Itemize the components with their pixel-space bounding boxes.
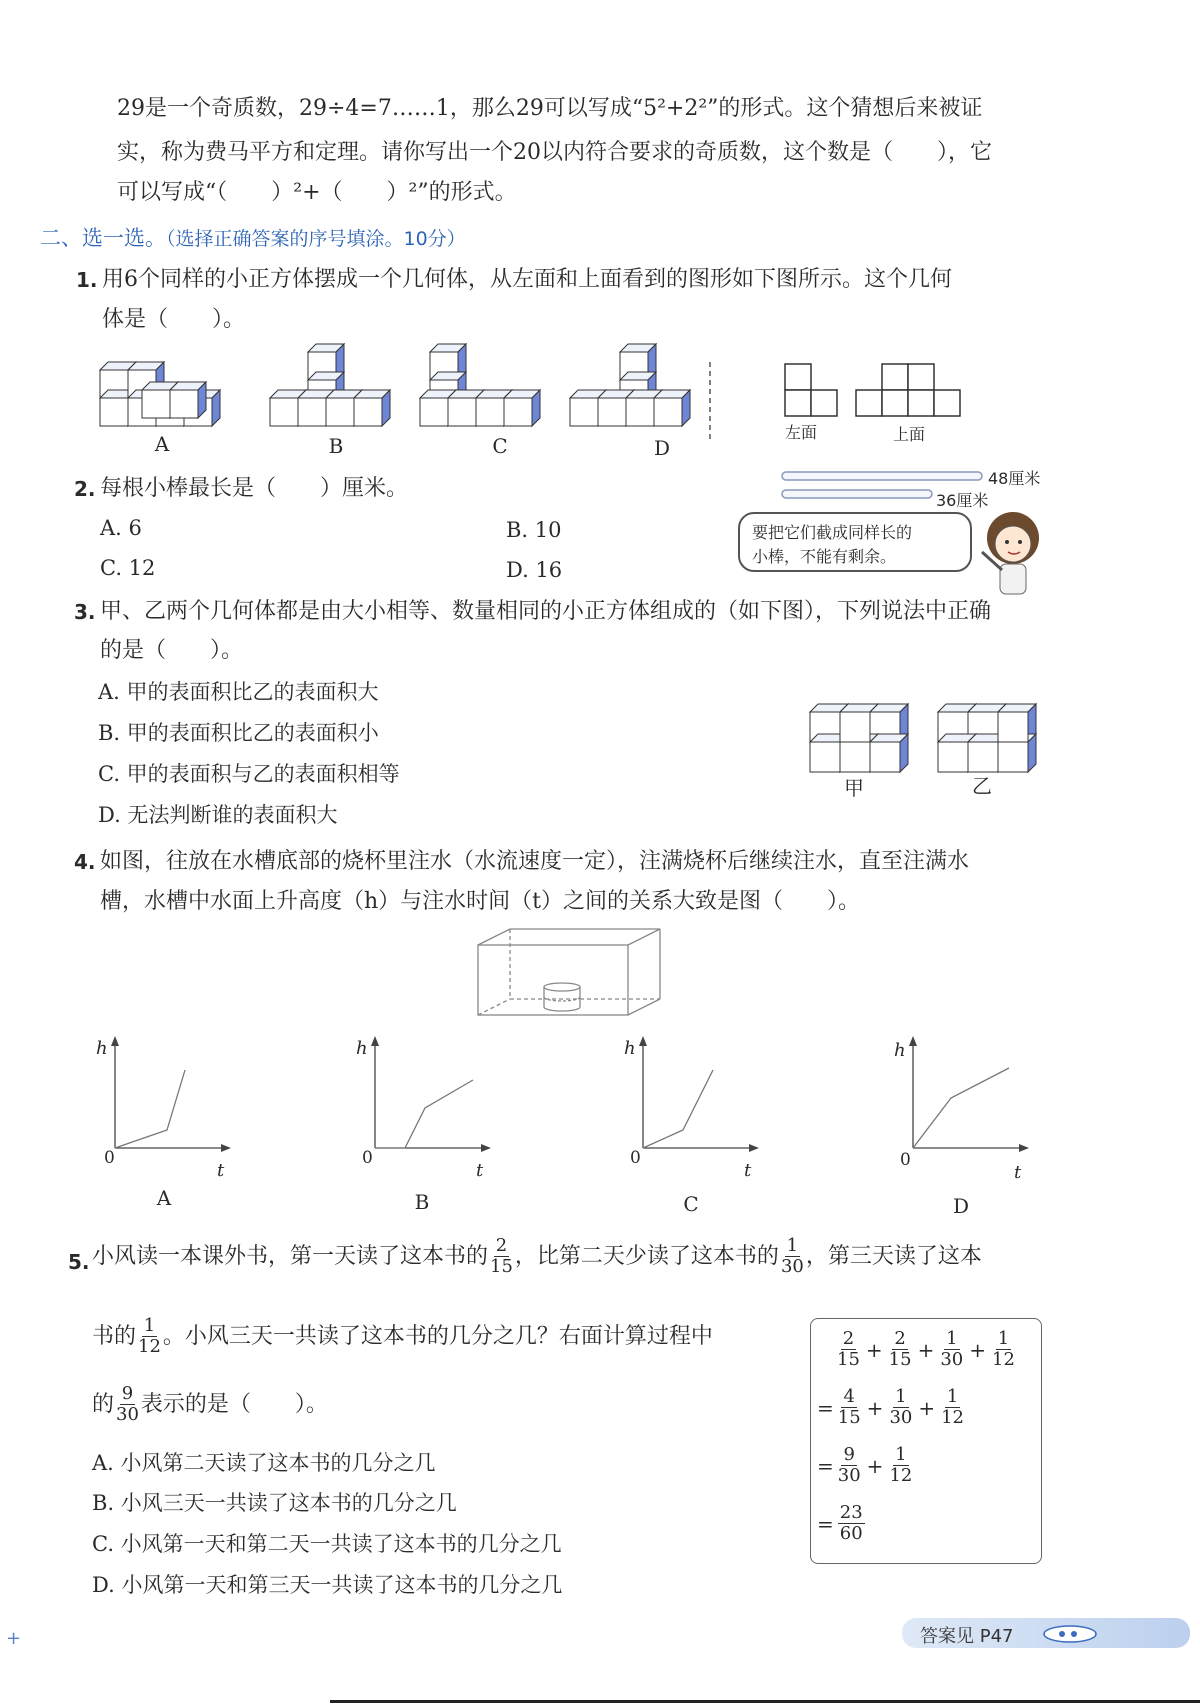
- q5-line-2: [92, 1316, 713, 1357]
- stick-36: [782, 490, 932, 498]
- fraction-1-12: $\frac{1}{12}$: [138, 1315, 161, 1357]
- bottom-edge-line: [330, 1700, 1200, 1703]
- q4-text-1: 如图，往放在水槽底部的烧杯里注水（水流速度一定），注满烧杯后继续注水，直至注满水: [100, 849, 970, 874]
- q4-c-origin: 0: [630, 1148, 641, 1168]
- q4-tank-figure: [470, 925, 700, 1025]
- q3-figure-yi: [938, 704, 1036, 772]
- q1-option-a[interactable]: A: [154, 432, 170, 456]
- q2-text: 每根小棒最长是（ ）厘米。: [100, 476, 409, 501]
- rocket-icon: [1040, 1624, 1100, 1644]
- q2-option-c[interactable]: C. 12: [100, 556, 156, 580]
- q1-left-view: [785, 364, 837, 416]
- q2-bubble-line2: 小棒，不能有剩余。: [752, 547, 897, 566]
- q1-figure-d: [570, 344, 690, 426]
- q5-text-1c: ，第三天读了这本: [805, 1243, 982, 1269]
- q5-option-c[interactable]: C. 小风第一天和第二天一共读了这本书的几分之几: [92, 1532, 562, 1556]
- q1-option-b[interactable]: B: [328, 434, 344, 458]
- q2-option-b[interactable]: B. 10: [506, 518, 562, 542]
- q3-label-yi: 乙: [972, 774, 992, 798]
- q5-number: 5.: [68, 1250, 90, 1274]
- stick-48: [782, 472, 982, 480]
- q3-figure-jia: [810, 704, 908, 772]
- q1-top-view: [856, 364, 960, 416]
- q4-text-2: 槽，水槽中水面上升高度（h）与注水时间（t）之间的关系大致是图（ ）。: [100, 889, 861, 914]
- q5-option-d[interactable]: D. 小风第一天和第三天一共读了这本书的几分之几: [92, 1573, 563, 1597]
- q2-number: 2.: [74, 477, 96, 501]
- q4-a-origin: 0: [104, 1148, 115, 1168]
- q4-d-origin: 0: [900, 1150, 911, 1170]
- intro-line-3: 可以写成“（ ）²+（ ）²”的形式。: [117, 180, 517, 205]
- intro-line-1: 29是一个奇质数，29÷4=7……1，那么29可以写成“5²+2²”的形式。这个猜想后来被证: [117, 96, 983, 121]
- q4-number: 4.: [74, 850, 96, 874]
- girl-avatar: [968, 508, 1058, 598]
- q1-left-view-label: 左面: [785, 423, 818, 442]
- q1-text-2: 体是（ ）。: [102, 307, 246, 332]
- fraction-9-30: $\frac{9}{30}$: [116, 1383, 139, 1425]
- q4-option-d[interactable]: D: [952, 1194, 970, 1218]
- q4-b-t-label: t: [476, 1160, 484, 1181]
- q1-option-c[interactable]: C: [492, 434, 508, 458]
- q4-option-c[interactable]: C: [683, 1192, 699, 1216]
- q2-stick1-label: 48厘米: [988, 469, 1041, 488]
- q5-line-1: [92, 1236, 982, 1277]
- section-subtitle: （选择正确答案的序号填涂。10分）: [166, 228, 466, 250]
- q3-option-d[interactable]: D. 无法判断谁的表面积大: [98, 803, 338, 827]
- section-title: 二、选一选。: [40, 226, 166, 250]
- q2-bubble-line1: 要把它们截成同样长的: [752, 523, 913, 542]
- q3-option-c[interactable]: C. 甲的表面积与乙的表面积相等: [98, 762, 400, 786]
- q5-text-1b: ，比第二天少读了这本书的: [514, 1243, 779, 1269]
- fraction-1-30: $\frac{1}{30}$: [780, 1235, 804, 1277]
- q1-number: 1.: [76, 268, 98, 292]
- q4-d-h-label: h: [894, 1040, 906, 1061]
- q4-graph-a: [111, 1036, 231, 1152]
- q1-figure-b: [270, 344, 390, 426]
- calc-line-3: = $\frac{9}{30}$ + $\frac{1}{12}$: [817, 1444, 913, 1486]
- calc-line-2: = $\frac{4}{15}$ + $\frac{1}{30}$ + $\frac{1}{12}$: [817, 1386, 965, 1428]
- answer-reference-tag: [902, 1618, 1190, 1648]
- q5-text-3a: 的: [92, 1391, 115, 1417]
- q3-option-a[interactable]: A. 甲的表面积比乙的表面积大: [98, 680, 379, 704]
- fraction-2-15: $\frac{2}{15}$: [490, 1235, 513, 1277]
- q1-top-view-label: 上面: [893, 425, 926, 444]
- q1-option-d[interactable]: D: [653, 436, 671, 460]
- intro-line-2: 实，称为费马平方和定理。请你写出一个20以内符合要求的奇质数，这个数是（ ），它: [117, 140, 992, 165]
- q4-graph-d: [909, 1036, 1029, 1152]
- q4-option-b[interactable]: B: [414, 1190, 430, 1214]
- q4-d-t-label: t: [1014, 1162, 1022, 1183]
- q4-c-h-label: h: [624, 1038, 636, 1059]
- q3-number: 3.: [74, 600, 96, 624]
- crosshair-mark-icon: +: [6, 1628, 22, 1649]
- calc-line-4: = $\frac{23}{60}$: [817, 1502, 863, 1544]
- q2-option-d[interactable]: D. 16: [506, 558, 563, 582]
- answer-reference-text: 答案见 P47: [920, 1626, 1014, 1647]
- q3-figures: [800, 680, 1060, 790]
- q3-text-2: 的是（ ）。: [100, 638, 244, 663]
- q4-graph-b: [371, 1036, 491, 1152]
- q5-text-2b: 。小风三天一共读了这本书的几分之几？右面计算过程中: [162, 1323, 713, 1349]
- q3-label-jia: 甲: [844, 776, 864, 800]
- q1-figure-a: [100, 362, 220, 426]
- q1-figure-c: [420, 344, 540, 426]
- q3-option-b[interactable]: B. 甲的表面积比乙的表面积小: [98, 721, 379, 745]
- q4-option-a[interactable]: A: [156, 1186, 172, 1210]
- q4-b-h-label: h: [356, 1038, 368, 1059]
- q1-text-1: 用6个同样的小正方体摆成一个几何体，从左面和上面看到的图形如下图所示。这个几何: [102, 267, 952, 292]
- q5-text-1a: 小风读一本课外书，第一天读了这本书的: [92, 1243, 489, 1269]
- q2-stick2-label: 36厘米: [936, 491, 989, 510]
- q5-text-2a: 书的: [92, 1323, 137, 1349]
- section-header: [40, 222, 466, 252]
- q2-speech-bubble: [738, 512, 972, 572]
- q4-graph-c: [639, 1036, 759, 1152]
- q5-text-3b: 表示的是（ ）。: [140, 1391, 328, 1417]
- q2-option-a[interactable]: A. 6: [100, 516, 142, 540]
- q4-b-origin: 0: [362, 1148, 373, 1168]
- q4-c-t-label: t: [744, 1160, 752, 1181]
- q3-text-1: 甲、乙两个几何体都是由大小相等、数量相同的小正方体组成的（如下图），下列说法中正确: [100, 599, 992, 624]
- q4-a-h-label: h: [96, 1038, 108, 1059]
- q4-a-t-label: t: [217, 1160, 225, 1181]
- q5-calculation-box: [810, 1318, 1042, 1564]
- q1-figures: [90, 340, 990, 460]
- q5-line-3: [92, 1384, 328, 1425]
- calc-line-1: $\frac{2}{15}$ + $\frac{2}{15}$ + $\frac{1}{30}$ + $\frac{1}{12}$: [837, 1328, 1015, 1370]
- q5-option-a[interactable]: A. 小风第二天读了这本书的几分之几: [92, 1451, 436, 1475]
- q5-option-b[interactable]: B. 小风三天一共读了这本书的几分之几: [92, 1491, 457, 1515]
